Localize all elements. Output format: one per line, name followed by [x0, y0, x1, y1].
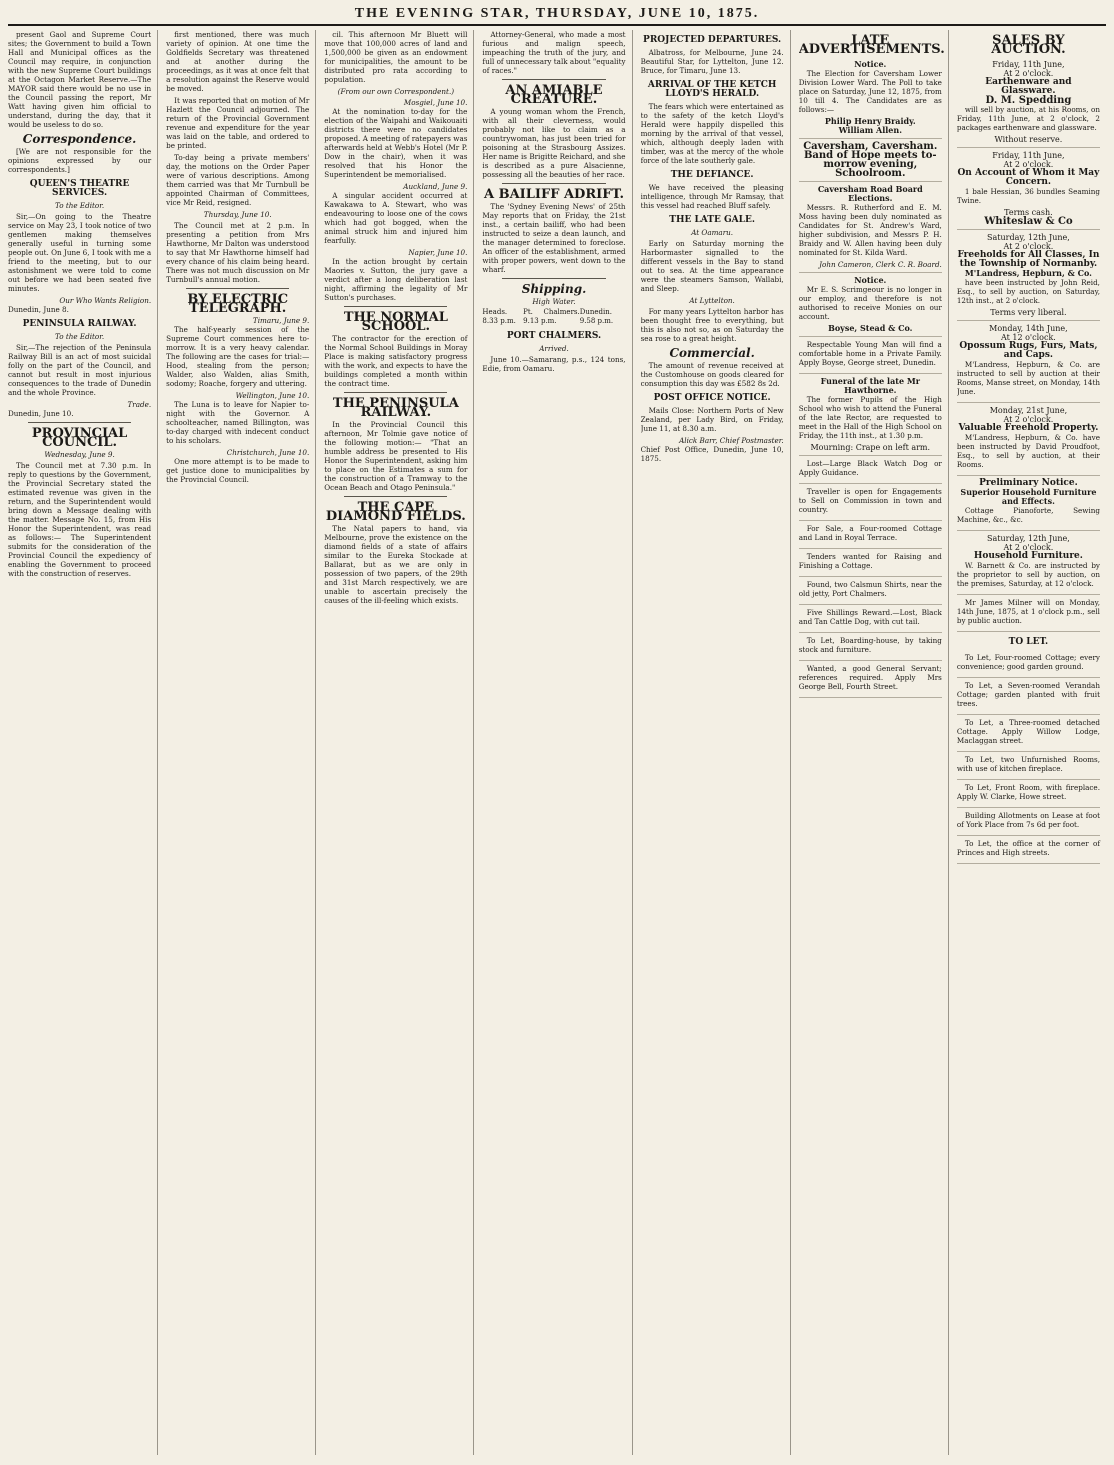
ad-to-let [799, 633, 942, 661]
ad-text: To Let, two Unfurnished Rooms, with use of kitchen fireplace. [956, 755, 1100, 773]
auctioneer-name: Whiteslaw & Co [984, 216, 1073, 227]
ad-building [957, 808, 1100, 836]
auction-1 [957, 57, 1100, 148]
ad-to-let [957, 780, 1100, 808]
dateline: Mosgiel, June 10. [403, 98, 468, 107]
article-text: Early on Saturday morning the Harbormaster signalled to the different vessels in the Bay to stand out to sea. At the time appearance were the steamers Samson, Wallabi, and Sleep. [640, 239, 784, 293]
columns [8, 30, 1106, 1455]
ad-text: Lost—Large Black Watch Dog or Apply Guidance. [798, 459, 942, 477]
tide-chalmers: Pt. Chalmers. 9.13 p.m. [523, 308, 580, 325]
auction-time: At 2 o'clock. [1003, 242, 1054, 251]
section-subheading: At Oamaru. [691, 228, 734, 237]
divider [344, 306, 447, 307]
ad-text: Messrs. R. Rutherford and E. M. Moss having been duly nominated as Candidates for St. Andrew's Ward, higher subdivision, and Messrs P. H. Braidy and W. Allen having been duly nominated for St. Kilda Ward. [798, 203, 942, 257]
ad-text: Tenders wanted for Raising and Finishing a Cottage. [798, 552, 942, 570]
article-text: A singular accident occurred at Kawakawa to A. Stewart, who was endeavouring to loose one of the cows which had got bogged, when the animal struck him and injured him fearfully. [324, 191, 468, 245]
auction-title: Preliminary Notice. [979, 478, 1078, 488]
shipping-heading: Shipping. [521, 282, 587, 296]
ad-text: To Let, a Three-roomed detached Cottage. Apply Willow Lodge, Maclaggan street. [956, 718, 1100, 745]
dateline: Timaru, June 9. [252, 316, 310, 325]
column-3 [324, 30, 474, 1455]
auction-text: M'Landress, Hepburn, & Co. are instructed to sell by auction at their Rooms, Manse street, on Monday, 14th June. [956, 360, 1100, 396]
ad-to-let [957, 650, 1100, 678]
ad-to-let [957, 715, 1100, 752]
auction-text: M'Landress, Hepburn, & Co. have been instructed by David Proudfoot, Esq., to sell by auction, at their Rooms. [956, 433, 1100, 469]
correspondent-note: (From our own Correspondent.) [337, 87, 455, 96]
ad-funeral [799, 374, 942, 456]
auction-text: have been instructed by John Reid, Esq., to sell by auction, on Saturday, 12th inst., at 2 o'clock. [956, 278, 1100, 305]
section-heading: AN AMIABLE CREATURE. [505, 83, 603, 107]
divider [502, 79, 605, 80]
auction-title: Household Furniture. [973, 551, 1083, 561]
article-text: At the nomination to-day for the election of the Waipahi and Waikouaiti districts there were no candidates proposed. A meeting of ratepayers was afterwards held at Webb's Hotel (Mr P. Dow in the chair), when it was resolved that his Honor the Superintendent be memorialised. [324, 107, 468, 179]
article-text: The half-yearly session of the Supreme Court commences here to-morrow. It is a very heavy calendar. The following are the cases for trial:—Hood, stealing from the person; Walder, also Walden, alias Smith, sodomy; Roache, forgery and uttering. [166, 325, 310, 388]
dateline: Napier, June 10. [408, 248, 468, 257]
auction-2 [957, 148, 1100, 230]
ad-text: Respectable Young Man will find a comfortable home in a Private Family. Apply Boyse, George street, Dunedin. [798, 340, 942, 367]
auction-time: At 2 o'clock. [1003, 69, 1054, 78]
ad-text: To Let, Front Room, with fireplace. Apply W. Clarke, Howe street. [956, 783, 1100, 801]
auction-time: At 2 o'clock. [1003, 160, 1054, 169]
late-ads-heading: LATE ADVERTISEMENTS. [798, 33, 945, 57]
article-text: One more attempt is to be made to get justice done to municipalities by the Provincial Council. [166, 457, 310, 484]
ad-wanted [799, 661, 942, 698]
column-4 [482, 30, 632, 1455]
ad-text: Mr E. S. Scrimgeour is no longer in our employ, and therefore is not authorised to receive Monies on our account. [798, 285, 942, 321]
auction-note: Without reserve. [994, 135, 1063, 144]
divider [344, 496, 447, 497]
auction-title: Freeholds for All Classes, In the Township of Normanby. [957, 250, 1100, 269]
ad-tenders [799, 549, 942, 577]
ad-text: To Let, Four-roomed Cottage; every convenience; good garden ground. [956, 653, 1100, 671]
article-text: The fears which were entertained as to the safety of the ketch Lloyd's Herald were happily dispelled this morning by the arrival of that vessel, which, although deeply laden with timber, was at the mercy of the whole force of the late southerly gale. [640, 102, 784, 165]
ad-to-let [957, 678, 1100, 715]
column-5 [641, 30, 791, 1455]
post-date: Chief Post Office, Dunedin, June 10, 1875. [640, 445, 784, 463]
article-text: Attorney-General, who made a most furious and malign speech, impeaching the truth of the jury, and full of unnecessary talk about "equality of races." [482, 30, 626, 75]
article-text: The Council met at 2 p.m. In presenting a petition from Mrs Hawthorne, Mr Dalton was understood to say that Mr Hawthorne himself had every chance of his claim being heard. There was not much discussion on Mr Turnbull's annual motion. [166, 221, 310, 284]
ad-notice [799, 57, 942, 139]
post-signature: Alick Barr, Chief Postmaster. [679, 436, 784, 445]
tide-table [482, 308, 625, 326]
divider [502, 183, 605, 184]
auction-title: Earthenware and Glassware. [985, 77, 1072, 96]
auction-date: Friday, 11th June, [992, 151, 1065, 160]
column-6 [799, 30, 949, 1455]
ad-signature: Boyse, Stead & Co. [828, 323, 913, 333]
auction-date: Monday, 14th June, [989, 324, 1068, 333]
ad-text: The Election for Caversham Lower Division Lower Ward. The Poll to take place on Saturday, June 12, 1875, from 10 till 4. The Candidates are as follows:— [798, 69, 942, 114]
to-let-heading: TO LET. [1008, 637, 1049, 647]
divider [344, 392, 447, 393]
auctioneer-name: D. M. Spedding [985, 95, 1072, 106]
letter-subheading: To the Editor. [54, 201, 105, 210]
masthead-title: THE EVENING STAR, THURSDAY, JUNE 10, 1875. [354, 6, 760, 21]
ad-text: To Let, Boarding-house, by taking stock and furniture. [798, 636, 942, 654]
section-heading: THE LATE GALE. [669, 215, 755, 225]
dateline: Christchurch, June 10. [226, 448, 310, 457]
ad-hotel [957, 836, 1100, 864]
ad-title: Caversham, Caversham. Band of Hope meets to-morrow evening, Schoolroom. [803, 141, 938, 179]
ad-title: Funeral of the late Mr Hawthorne. [820, 376, 920, 395]
article-text: June 10.—Samarang, p.s., 124 tons, Edie, from Oamaru. [482, 355, 626, 373]
correspondence-heading: Correspondence. [22, 132, 137, 146]
ad-road-board [799, 182, 942, 273]
section-subheading: At Lyttelton. [689, 296, 735, 305]
article-text: cil. This afternoon Mr Bluett will move that 100,000 acres of land and 1,500,000 be given as an endowment for municipalities, the amount to be distributed pro rata according to population. [324, 30, 468, 84]
article-text: We have received the pleasing intelligence, through Mr Ramsay, that this vessel had reached Bluff safely. [640, 183, 784, 210]
auction-5 [957, 403, 1100, 476]
letter-signature: Trade. [127, 400, 152, 409]
column-1 [8, 30, 158, 1455]
high-water-label: High Water. [532, 297, 576, 306]
correspondence-note: [We are not responsible for the opinions expressed by our correspondents.] [8, 147, 152, 174]
auction-date: Friday, 11th June, [992, 60, 1065, 69]
column-2 [166, 30, 316, 1455]
ad-caversham [799, 139, 942, 182]
article-text: The amount of revenue received at the Customhouse on goods cleared for consumption this day was £582 8s 2d. [640, 361, 784, 388]
ad-notice-2 [799, 273, 942, 337]
ad-traveller [799, 484, 942, 521]
ad-text: To Let, a Seven-roomed Verandah Cottage; garden planted with fruit trees. [956, 681, 1100, 708]
masthead [8, 6, 1106, 26]
ad-reward [799, 605, 942, 633]
auction-heading: SALES BY AUCTION. [991, 33, 1066, 57]
auction-text: Mr James Milner will on Monday, 14th June, 1875, at 1 o'clock p.m., sell by public auction. [956, 598, 1100, 625]
section-heading: ARRIVAL OF THE KETCH LLOYD'S HERALD. [647, 80, 777, 99]
column-7 [957, 30, 1106, 1455]
section-heading: A BAILIFF ADRIFT. [484, 187, 624, 202]
auction-time: At 2 o'clock. [1003, 415, 1054, 424]
letter-subheading: To the Editor. [54, 332, 105, 341]
article-text: The contractor for the erection of the Normal School Buildings in Moray Place is making satisfactory progress with the work, and expects to have the buildings completed a month within the contract time. [324, 334, 468, 388]
divider [186, 288, 289, 289]
tide-heads: Heads. 8.33 p.m. [482, 308, 516, 325]
auction-time: At 2 o'clock. [1003, 543, 1054, 552]
auction-title: Opossum Rugs, Furs, Mats, and Caps. [959, 341, 1098, 360]
section-heading: THE PENINSULA RAILWAY. [332, 396, 459, 420]
dateline: Wellington, June 10. [235, 391, 310, 400]
auctioneer-name: M'Landress, Hepburn, & Co. [964, 268, 1092, 278]
auction-title: Valuable Freehold Property. [958, 423, 1099, 433]
ad-note: Mourning: Crape on left arm. [810, 443, 931, 452]
article-text: In the Provincial Council this afternoon, Mr Tolmie gave notice of the following motion:— "That an humble address be presented to His Honor the Superintendent, asking him to place on the Estimates a sum for the construction of a Tramway to the Ocean Beach and Otago Peninsula." [324, 420, 468, 492]
auction-date: Saturday, 12th June, [987, 534, 1070, 543]
section-heading: POST OFFICE NOTICE. [653, 393, 771, 403]
auction-text: 1 bale Hessian, 36 bundles Seaming Twine. [956, 187, 1100, 205]
article-text: The Council met at 7.30 p.m. In reply to questions by the Government, the Provincial Secretary stated the estimated revenue was given in the return, and the Superintendent would bring down a Message dealing with the matter. Message No. 15, from His Honor the Superintendent, was read as follows:— The Superintendent submits for the consideration of the Provincial Council the expediency of enabling the Government to proceed with the construction of reserves. [8, 461, 152, 578]
candidate-name: Philip Henry Braidy. [824, 116, 916, 126]
auction-time: At 12 o'clock. [1000, 333, 1056, 342]
auction-3 [957, 230, 1100, 321]
ad-for-sale [799, 521, 942, 549]
article-text: The 'Sydney Evening News' of 25th May reports that on Friday, the 21st inst., a certain bailiff, who had been instructed to seize a dean launch, and the manager determined to foreclose. An officer of the establishment, armed with proper powers, went down to the wharf. [482, 202, 626, 274]
auction-6 [957, 476, 1100, 531]
letter-body: Sir,—On going to the Theatre service on May 23, I took notice of two gentlemen making themselves generally useful in turning some people out. On June 6, I took with me a friend to the meeting, but to our astonishment we were told to come out before we had been seated five minutes. [8, 212, 152, 293]
ad-lost [799, 456, 942, 484]
article-text: A young woman whom the French, with all their cleverness, would probably not like to claim as a countrywoman, has just been tried for poisoning at the Strasbourg Assizes. Her name is Brigitte Reichard, and she is described as a pure Alsacienne, possessing all the beauties of her race. [482, 107, 626, 179]
section-heading: THE DEFIANCE. [670, 170, 754, 180]
section-heading: PROJECTED DEPARTURES. [643, 35, 782, 45]
ad-text: Traveller is open for Engagements to Sell on Commission in town and country. [798, 487, 942, 514]
article-text: Albatross, for Melbourne, June 24. Beautiful Star, for Lyttelton, June 12. Bruce, for Timaru, June 13. [640, 48, 784, 75]
auction-text: Cottage Pianoforte, Sewing Machine, &c., &c. [956, 506, 1100, 524]
commercial-heading: Commercial. [669, 346, 755, 360]
article-text: For many years Lyttelton harbor has been thought free to everything, but this is also not so, as on Saturday the sea rose to a great height. [640, 307, 784, 343]
section-heading: THE CAPE DIAMOND FIELDS. [325, 500, 466, 524]
auction-7 [957, 531, 1100, 595]
article-text: Mails Close: Northern Ports of New Zealand, per Lady Bird, on Friday, June 11, at 8.30 a.m. [640, 406, 784, 433]
section-heading: PORT CHALMERS. [506, 331, 602, 341]
ad-text: Building Allotments on Lease at foot of York Place from 7s 6d per foot. [956, 811, 1100, 829]
dateline: Auckland, June 9. [403, 182, 468, 191]
tide-dunedin: Dunedin. 9.58 p.m. [579, 308, 614, 325]
ad-to-let [957, 752, 1100, 780]
letter-place: Dunedin, June 8. [8, 305, 69, 314]
auction-subtitle: Superior Household Furniture and Effects. [960, 487, 1097, 506]
section-heading: BY ELECTRIC TELEGRAPH. [187, 292, 289, 316]
auction-milner [957, 595, 1100, 632]
ad-text: Found, two Calsmun Shirts, near the old jetty, Port Chalmers. [798, 580, 942, 598]
article-text: The Luna is to leave for Napier to-night with the Governor. A schoolteacher, named Billington, was to-day charged with indecent conduct to his scholars. [166, 400, 310, 445]
ad-respectable [799, 337, 942, 374]
section-date: Wednesday, June 9. [44, 450, 115, 459]
ad-text: The former Pupils of the High School who wish to attend the Funeral of the late Rector, are requested to meet in the Hall of the High School on Friday, the 11th inst., at 1.30 p.m. [798, 395, 942, 440]
article-text: In the action brought by certain Maories v. Sutton, the jury gave a verdict after a long deliberation last night, affirming the legality of Mr Sutton's purchases. [324, 257, 468, 302]
auction-date: Monday, 21st June, [989, 406, 1068, 415]
arrived-label: Arrived. [539, 344, 569, 353]
ad-title: Notice. [854, 275, 887, 285]
ad-found [799, 577, 942, 605]
article-text: To-day being a private members' day, the motions on the Order Paper were of various descriptions. Among them carried was that Mr Turnbull be appointed Chairman of Committees, vice Mr Reid, resigned. [166, 153, 310, 207]
section-heading: PROVINCIAL COUNCIL. [31, 426, 128, 450]
auction-text: W. Barnett & Co. are instructed by the proprietor to sell by auction, on the premises, Saturday, at 12 o'clock. [956, 561, 1100, 588]
auction-4 [957, 321, 1100, 403]
divider [28, 422, 131, 423]
auction-note: Terms very liberal. [990, 308, 1067, 317]
letter-heading: PENINSULA RAILWAY. [22, 319, 137, 329]
ad-text: For Sale, a Four-roomed Cottage and Land in Royal Terrace. [798, 524, 942, 542]
letter-heading: QUEEN'S THEATRE SERVICES. [29, 179, 130, 198]
ad-text: Five Shillings Reward.—Lost, Black and Tan Cattle Dog, with cut tail. [798, 608, 942, 626]
article-text: first mentioned, there was much variety of opinion. At one time the Goldfields Secretary was threatened and at another during the proceedings, as it was at once felt that a resolution against the Reserve would be moved. [166, 30, 310, 93]
section-heading: THE NORMAL SCHOOL. [343, 310, 448, 334]
section-date: Thursday, June 10. [203, 210, 272, 219]
auction-text: will sell by auction, at his Rooms, on Friday, 11th June, at 2 o'clock, 2 packages earthenware and glassware. [956, 105, 1100, 132]
article-text: The Natal papers to hand, via Melbourne, prove the existence on the diamond fields of a state of affairs similar to the Eureka Stockade at Ballarat, but as we are only in possession of two papers, of the 29th and 31st March respectively, we are unable to ascertain precisely the causes of the ill-feeling which exists. [324, 524, 468, 605]
letter-signature: Our Who Wants Religion. [59, 296, 152, 305]
letter-place: Dunedin, June 10. [8, 409, 74, 418]
candidate-name: William Allen. [838, 125, 902, 135]
letter-body: Sir,—The rejection of the Peninsula Railway Bill is an act of most suicidal folly on the part of the Council, and cannot but result in most injurious consequences to the trade of Dunedin and the whole Province. [8, 343, 152, 397]
auction-date: Saturday, 12th June, [987, 233, 1070, 242]
ad-text: To Let, the office at the corner of Princes and High streets. [956, 839, 1100, 857]
ad-signature: John Cameron, Clerk C. R. Board. [819, 260, 942, 269]
ad-text: Wanted, a good General Servant; references required. Apply Mrs George Bell, Fourth Street. [798, 664, 942, 691]
ad-title: Caversham Road Board Elections. [817, 184, 923, 203]
auction-title: On Account of Whom it May Concern. [957, 168, 1100, 187]
article-text: present Gaol and Supreme Court sites; the Government to build a Town Hall and Municipal offices as the Council may require, in conjunction with the new Supreme Court buildings at the Octagon Market Reserve.—The MAYOR said there would be no use in the Council passing the report, Mr Watt having given him official to understand, during the day, that it would be useless to do so. [8, 30, 152, 129]
divider [502, 278, 605, 279]
article-text: It was reported that on motion of Mr Hazlett the Council adjourned. The return of the Provincial Government revenue and expenditure for the year was laid on the table, and ordered to be printed. [166, 96, 310, 150]
ad-title: Notice. [854, 59, 887, 69]
auction-note: Terms cash. [1004, 208, 1053, 217]
